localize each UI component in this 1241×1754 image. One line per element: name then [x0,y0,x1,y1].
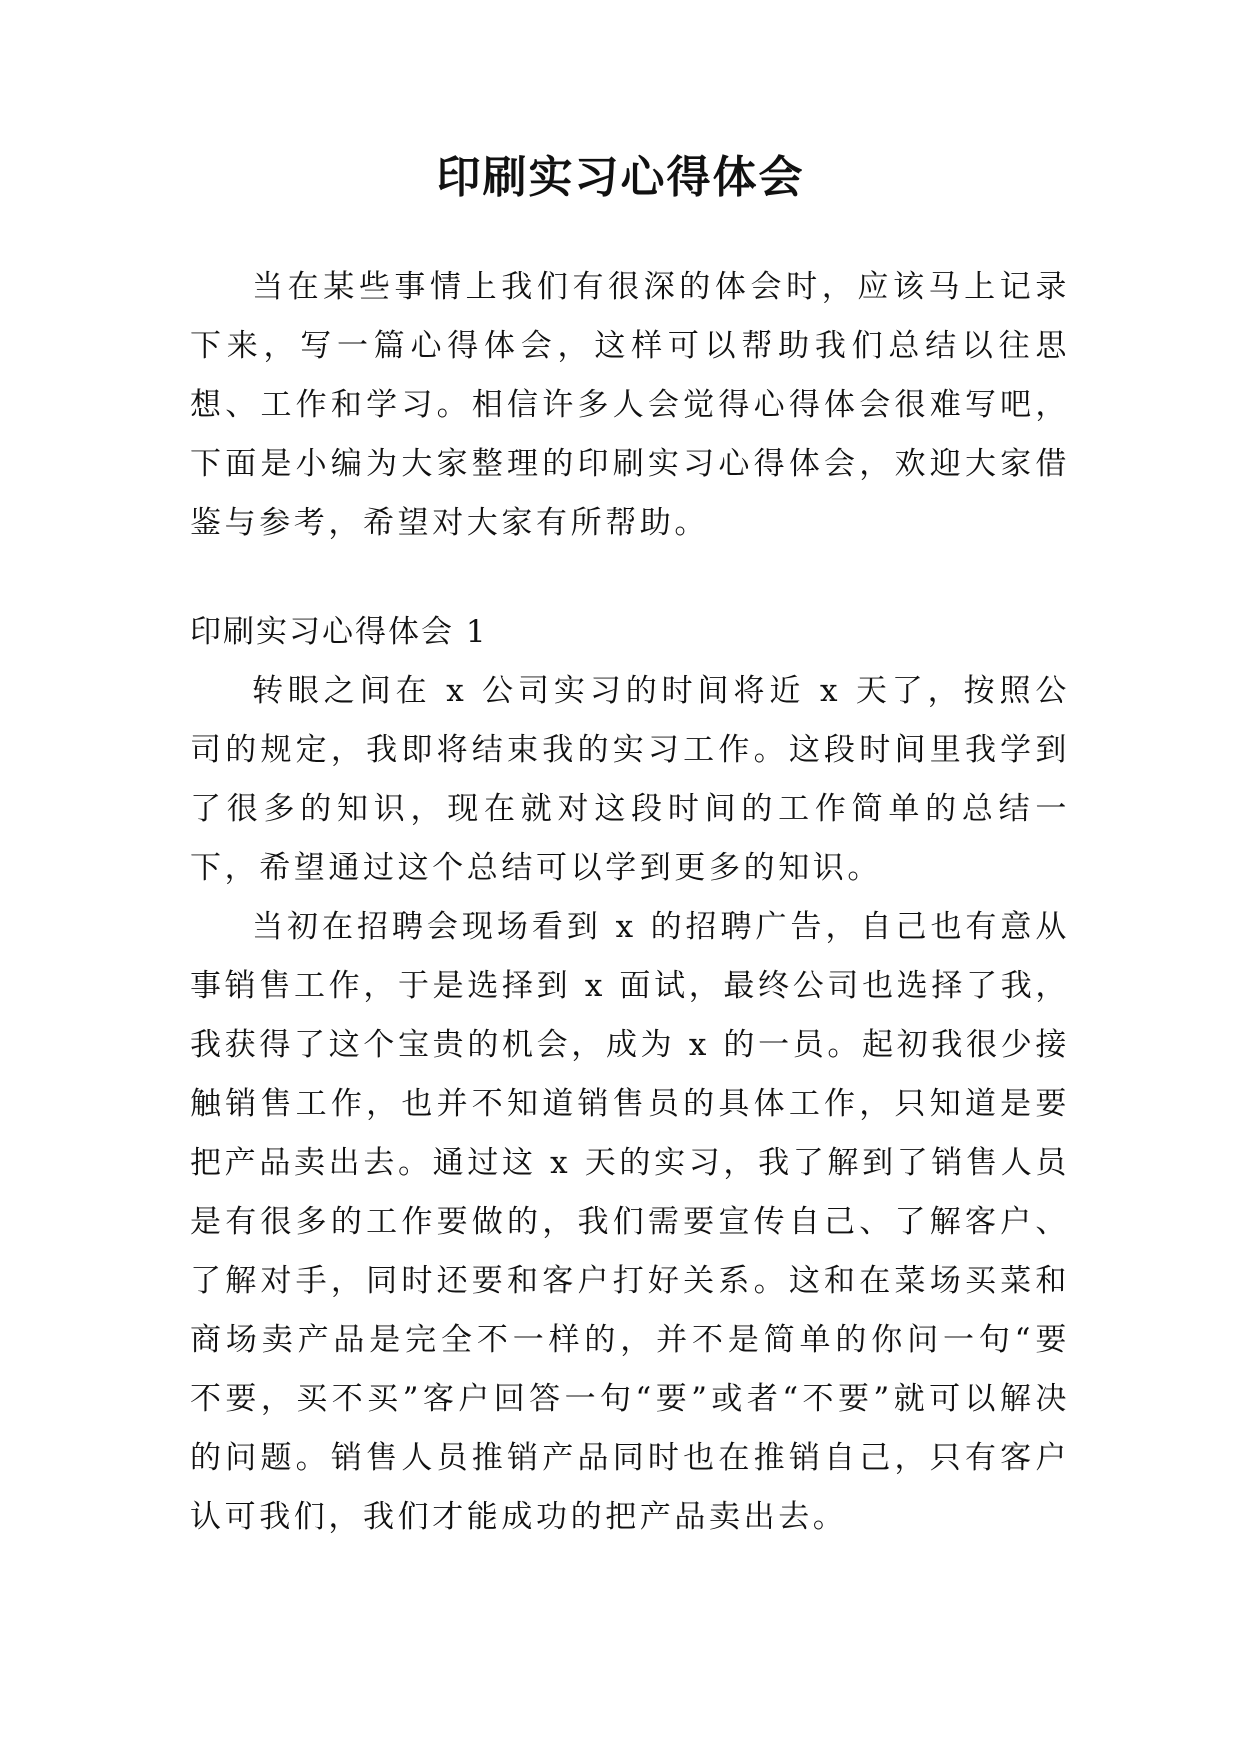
intro-paragraph: 当在某些事情上我们有很深的体会时，应该马上记录下来，写一篇心得体会，这样可以帮助我们总结以往思想、工作和学习。相信许多人会觉得心得体会很难写吧，下面是小编为大家整理的印刷实习心得体会，欢迎大家借鉴与参考，希望对大家有所帮助。 [190,269,1070,541]
section-heading: 印刷实习心得体会 1 [190,614,488,650]
document-title: 印刷实习心得体会 [436,152,805,203]
body-paragraph: 当初在招聘会现场看到 x 的招聘广告，自己也有意从事销售工作，于是选择到 x 面试，最终公司也选择了我，我获得了这个宝贵的机会，成为 x 的一员。起初我很少接触销售工作，也并不知道销售员的具体工作，只知道是要把产品卖出去。通过这 x 天的实习，我了解到了销售人员是有很多的工作要做的，我们需要宣传自己、了解客户、了解对手，同时还要和客户打好关系。这和在菜场买菜和商场卖产品是完全不一样的，并不是简单的你问一句“要不要，买不买”客户回答一句“要”或者“不要”就可以解决的问题。销售人员推销产品同时也在推销自己，只有客户认可我们，我们才能成功的把产品卖出去。 [190,909,1070,1535]
body-paragraph: 转眼之间在 x 公司实习的时间将近 x 天了，按照公司的规定，我即将结束我的实习工作。这段时间里我学到了很多的知识，现在就对这段时间的工作简单的总结一下，希望通过这个总结可以学到更多的知识。 [190,673,1070,886]
document-body [190,258,1070,1547]
section-spacer [190,553,1070,603]
